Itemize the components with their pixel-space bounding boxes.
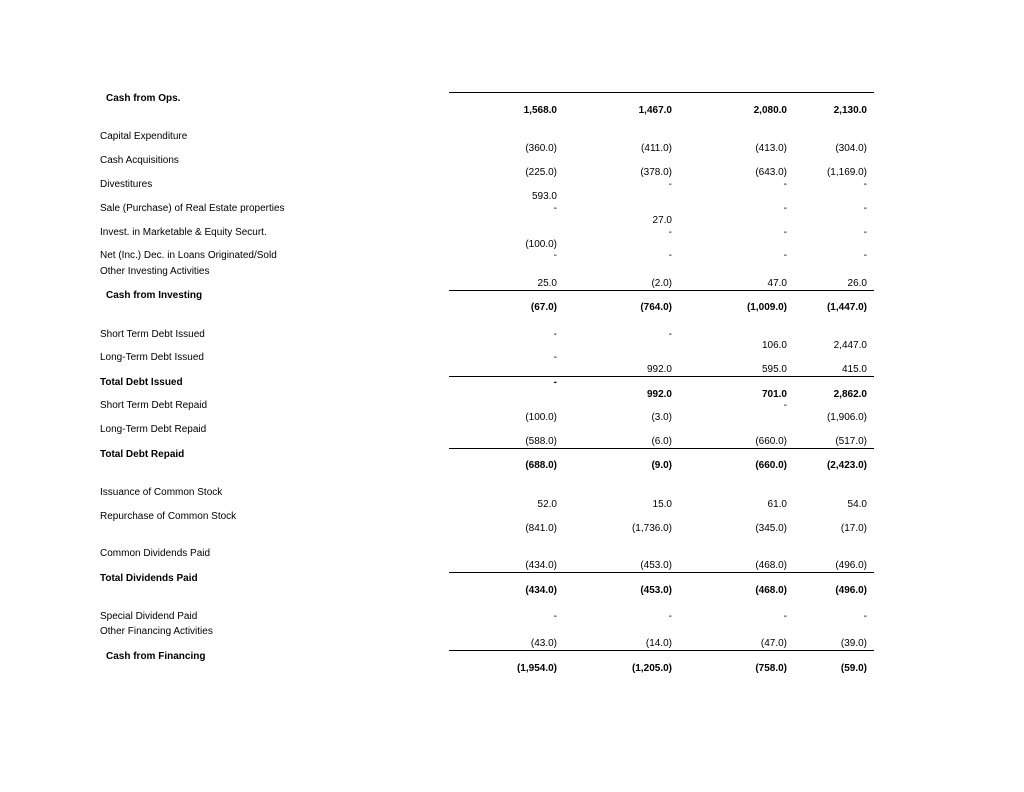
cell-value: (453.0): [640, 585, 672, 596]
cell-value: -: [783, 179, 787, 190]
row-label: Divestitures: [100, 179, 153, 190]
cell-value: (453.0): [640, 560, 672, 571]
cell-value: (2,423.0): [826, 460, 867, 471]
cell-value: -: [668, 179, 672, 190]
cell-value: -: [553, 377, 557, 388]
cell-value: (468.0): [755, 560, 787, 571]
cell-value: (764.0): [640, 302, 672, 313]
cell-value: 25.0: [537, 278, 557, 289]
cell-value: 106.0: [761, 340, 787, 351]
cell-value: 595.0: [761, 364, 787, 375]
cell-value: 15.0: [652, 499, 672, 510]
cell-value: -: [553, 250, 557, 261]
cell-value: (468.0): [755, 585, 787, 596]
cell-value: 47.0: [767, 278, 787, 289]
cell-value: -: [783, 400, 787, 411]
row-label: Special Dividend Paid: [100, 611, 198, 622]
rule-line: [449, 92, 874, 93]
cell-value: (758.0): [755, 663, 787, 674]
cell-value: (225.0): [525, 167, 557, 178]
row-label: Repurchase of Common Stock: [100, 511, 237, 522]
cell-value: -: [863, 227, 867, 238]
row-label: Long-Term Debt Repaid: [100, 424, 207, 435]
cell-value: (17.0): [840, 523, 867, 534]
cell-value: -: [668, 250, 672, 261]
cell-value: (434.0): [525, 560, 557, 571]
cell-value: (841.0): [525, 523, 557, 534]
cell-value: 593.0: [531, 191, 557, 202]
row-label: Short Term Debt Repaid: [100, 400, 208, 411]
row-label: Other Investing Activities: [100, 266, 210, 277]
row-label: Issuance of Common Stock: [100, 487, 223, 498]
cell-value: (660.0): [755, 460, 787, 471]
cell-value: (9.0): [651, 460, 672, 471]
cell-value: (304.0): [835, 143, 867, 154]
cell-value: 1,467.0: [638, 105, 672, 116]
cell-value: -: [783, 227, 787, 238]
cell-value: -: [783, 203, 787, 214]
cell-value: 54.0: [847, 499, 867, 510]
cell-value: (496.0): [835, 560, 867, 571]
cell-value: (67.0): [530, 302, 557, 313]
cell-value: -: [553, 203, 557, 214]
cell-value: (59.0): [840, 663, 867, 674]
cell-value: 2,130.0: [833, 105, 867, 116]
cell-value: (100.0): [525, 239, 557, 250]
row-label: Short Term Debt Issued: [100, 329, 205, 340]
cell-value: -: [783, 611, 787, 622]
row-label: Net (Inc.) Dec. in Loans Originated/Sold: [100, 250, 277, 261]
cell-value: (1,169.0): [826, 167, 867, 178]
cell-value: (688.0): [525, 460, 557, 471]
cell-value: (1,736.0): [631, 523, 672, 534]
cell-value: (1,906.0): [826, 412, 867, 423]
row-label: Cash Acquisitions: [100, 155, 179, 166]
row-label: Common Dividends Paid: [100, 548, 211, 559]
cell-value: (517.0): [835, 436, 867, 447]
cell-value: (6.0): [651, 436, 672, 447]
cell-value: (2.0): [651, 278, 672, 289]
row-label: Sale (Purchase) of Real Estate properties: [100, 203, 285, 214]
cell-value: -: [783, 250, 787, 261]
cell-value: (1,205.0): [631, 663, 672, 674]
cell-value: (643.0): [755, 167, 787, 178]
row-label: Cash from Ops.: [106, 93, 181, 104]
row-label: Other Financing Activities: [100, 626, 213, 637]
cell-value: 61.0: [767, 499, 787, 510]
cell-value: -: [863, 250, 867, 261]
row-label: Total Debt Issued: [100, 377, 183, 388]
cell-value: -: [668, 227, 672, 238]
row-label: Total Debt Repaid: [100, 449, 185, 460]
cell-value: (660.0): [755, 436, 787, 447]
rule-line: [449, 448, 874, 449]
cell-value: (3.0): [651, 412, 672, 423]
cell-value: -: [863, 179, 867, 190]
cell-value: (1,954.0): [516, 663, 557, 674]
row-label: Cash from Investing: [106, 290, 203, 301]
cell-value: -: [863, 203, 867, 214]
cell-value: 1,568.0: [523, 105, 557, 116]
cell-value: 2,862.0: [833, 389, 867, 400]
cell-value: (411.0): [641, 143, 672, 154]
cell-value: (1,009.0): [746, 302, 787, 313]
cell-value: -: [553, 352, 557, 363]
cell-value: 701.0: [761, 389, 787, 400]
cell-value: 52.0: [537, 499, 557, 510]
cell-value: (413.0): [755, 143, 787, 154]
cell-value: (360.0): [525, 143, 557, 154]
cell-value: 27.0: [652, 215, 672, 226]
cell-value: -: [553, 329, 557, 340]
cell-value: (14.0): [645, 638, 672, 649]
rule-line: [449, 572, 874, 573]
rule-line: [449, 650, 874, 651]
cell-value: (588.0): [525, 436, 557, 447]
cell-value: (47.0): [760, 638, 787, 649]
cell-value: -: [863, 611, 867, 622]
cell-value: (345.0): [755, 523, 787, 534]
cell-value: (39.0): [840, 638, 867, 649]
cell-value: -: [553, 611, 557, 622]
cell-value: 992.0: [646, 389, 672, 400]
row-label: Cash from Financing: [106, 651, 206, 662]
cell-value: (378.0): [640, 167, 672, 178]
cell-value: 992.0: [646, 364, 672, 375]
cell-value: 26.0: [847, 278, 867, 289]
cell-value: -: [668, 329, 672, 340]
cell-value: (496.0): [835, 585, 867, 596]
cell-value: (43.0): [530, 638, 557, 649]
row-label: Total Dividends Paid: [100, 573, 198, 584]
cell-value: (1,447.0): [826, 302, 867, 313]
cell-value: 2,080.0: [753, 105, 787, 116]
rule-line: [449, 290, 874, 291]
row-label: Capital Expenditure: [100, 131, 188, 142]
row-label: Long-Term Debt Issued: [100, 352, 204, 363]
cell-value: -: [668, 611, 672, 622]
cell-value: (100.0): [525, 412, 557, 423]
cell-value: (434.0): [525, 585, 557, 596]
cell-value: 2,447.0: [833, 340, 867, 351]
row-label: Invest. in Marketable & Equity Securt.: [100, 227, 267, 238]
cell-value: 415.0: [841, 364, 867, 375]
